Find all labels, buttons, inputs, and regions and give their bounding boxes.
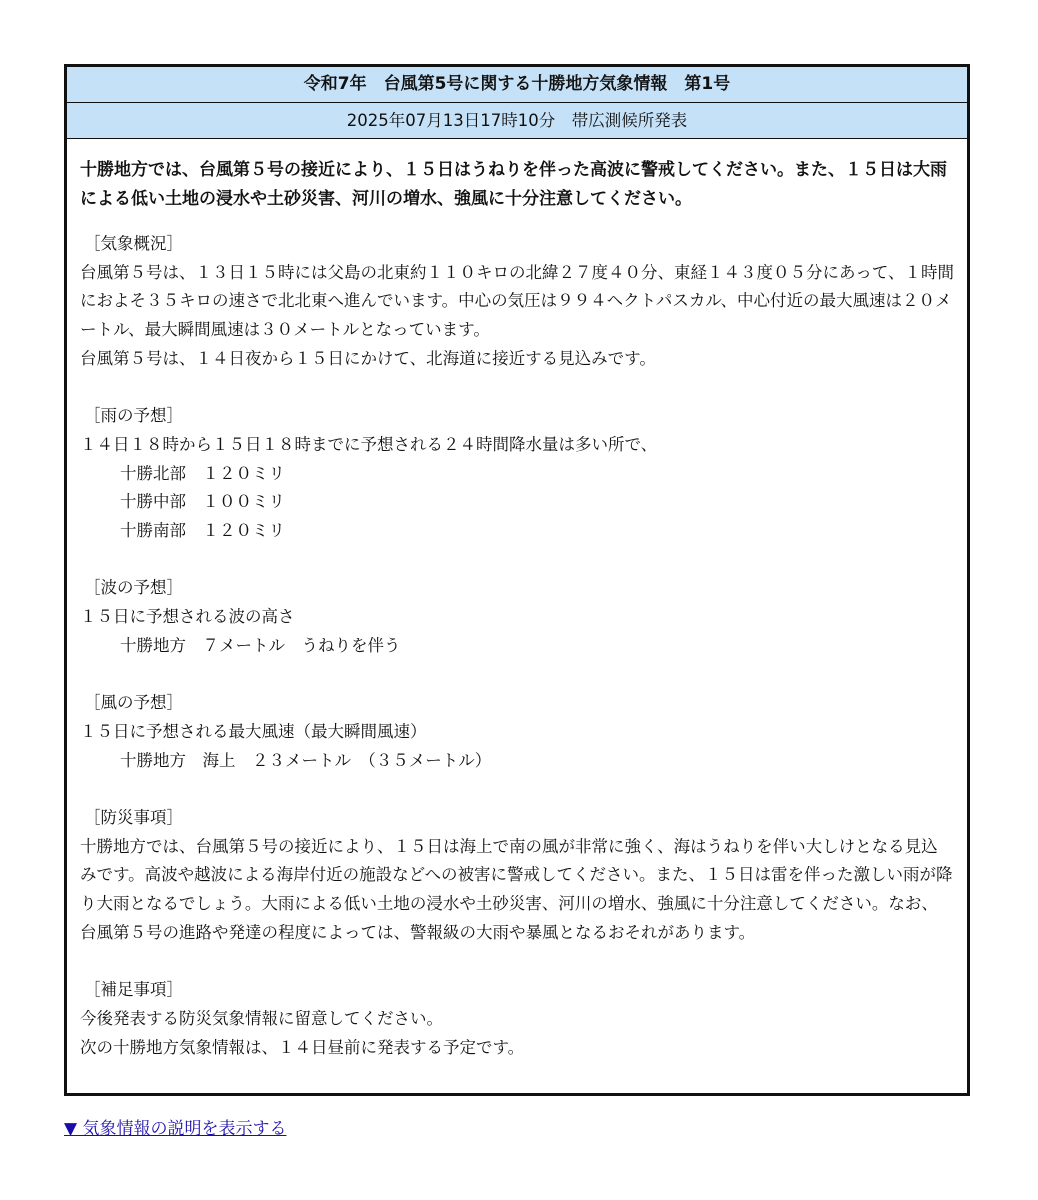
section-rain bbox=[80, 402, 954, 546]
bulletin-body bbox=[67, 139, 967, 1062]
rain-heading: ［雨の予想］ bbox=[84, 406, 183, 426]
weather-bulletin bbox=[64, 64, 970, 1096]
waves-heading: ［波の予想］ bbox=[84, 578, 183, 598]
overview-outlook: 台風第５号は、１４日夜から１５日にかけて、北海道に接近する見込みです。 bbox=[80, 348, 656, 368]
rain-row-central: 十勝中部 １００ミリ bbox=[120, 492, 285, 512]
wind-row: 十勝地方 海上 ２３メートル （３５メートル） bbox=[120, 750, 492, 770]
section-wind bbox=[80, 689, 954, 775]
supplement-line-2: 次の十勝地方気象情報は、１４日昼前に発表する予定です。 bbox=[80, 1037, 525, 1057]
overview-paragraph: 台風第５号は、１３日１５時には父島の北東約１１０キロの北緯２７度４０分、東経１４３度０５分にあって、１時間におよそ３５キロの速さで北北東へ進んでいます。中心の気圧は９９４ヘクトパスカル、中心付近の最大風速は２０メートル、最大瞬間風速は３０メートルとなっています。 bbox=[80, 262, 955, 340]
rain-row-south: 十勝南部 １２０ミリ bbox=[120, 521, 285, 541]
rain-row-north: 十勝北部 １２０ミリ bbox=[120, 463, 285, 483]
wind-heading: ［風の予想］ bbox=[84, 693, 183, 713]
show-explanation-link[interactable]: ▼ 気象情報の説明を表示する bbox=[64, 1119, 287, 1139]
section-supplement bbox=[80, 976, 954, 1062]
lead-summary: 十勝地方では、台風第５号の接近により、１５日はうねりを伴った高波に警戒してください。また、１５日は大雨による低い土地の浸水や土砂災害、河川の増水、強風に十分注意してください。 bbox=[80, 160, 947, 209]
supplement-heading: ［補足事項］ bbox=[84, 980, 183, 1000]
disaster-heading: ［防災事項］ bbox=[84, 808, 183, 827]
bulletin-title: 令和7年 台風第5号に関する十勝地方気象情報 第1号 bbox=[67, 67, 967, 103]
disaster-text: 十勝地方では、台風第５号の接近により、１５日は海上で南の風が非常に強く、海はうねりを伴い大しけとなる見込みです。高波や越波による海岸付近の施設などへの被害に警戒してください。また、１５日は雷を伴った激しい雨が降り大雨となるでしょう。大雨による低い土地の浸水や土砂災害、河川の増水、強風に十分注意してください。なお、台風第５号の進路や発達の程度によっては、警報級の大雨や暴風となるおそれがあります。 bbox=[80, 836, 953, 942]
section-overview bbox=[80, 230, 954, 374]
section-waves bbox=[80, 574, 954, 660]
waves-row: 十勝地方 ７メートル うねりを伴う bbox=[120, 635, 401, 655]
overview-heading: ［気象概況］ bbox=[84, 234, 183, 253]
wind-intro: １５日に予想される最大風速（最大瞬間風速） bbox=[80, 721, 427, 741]
waves-intro: １５日に予想される波の高さ bbox=[80, 607, 295, 627]
section-disaster bbox=[80, 804, 954, 948]
supplement-line-1: 今後発表する防災気象情報に留意してください。 bbox=[80, 1008, 443, 1028]
issued-datetime: 2025年07月13日17時10分 帯広測候所発表 bbox=[67, 103, 967, 139]
rain-intro: １４日１８時から１５日１８時までに予想される２４時間降水量は多い所で、 bbox=[80, 434, 658, 454]
